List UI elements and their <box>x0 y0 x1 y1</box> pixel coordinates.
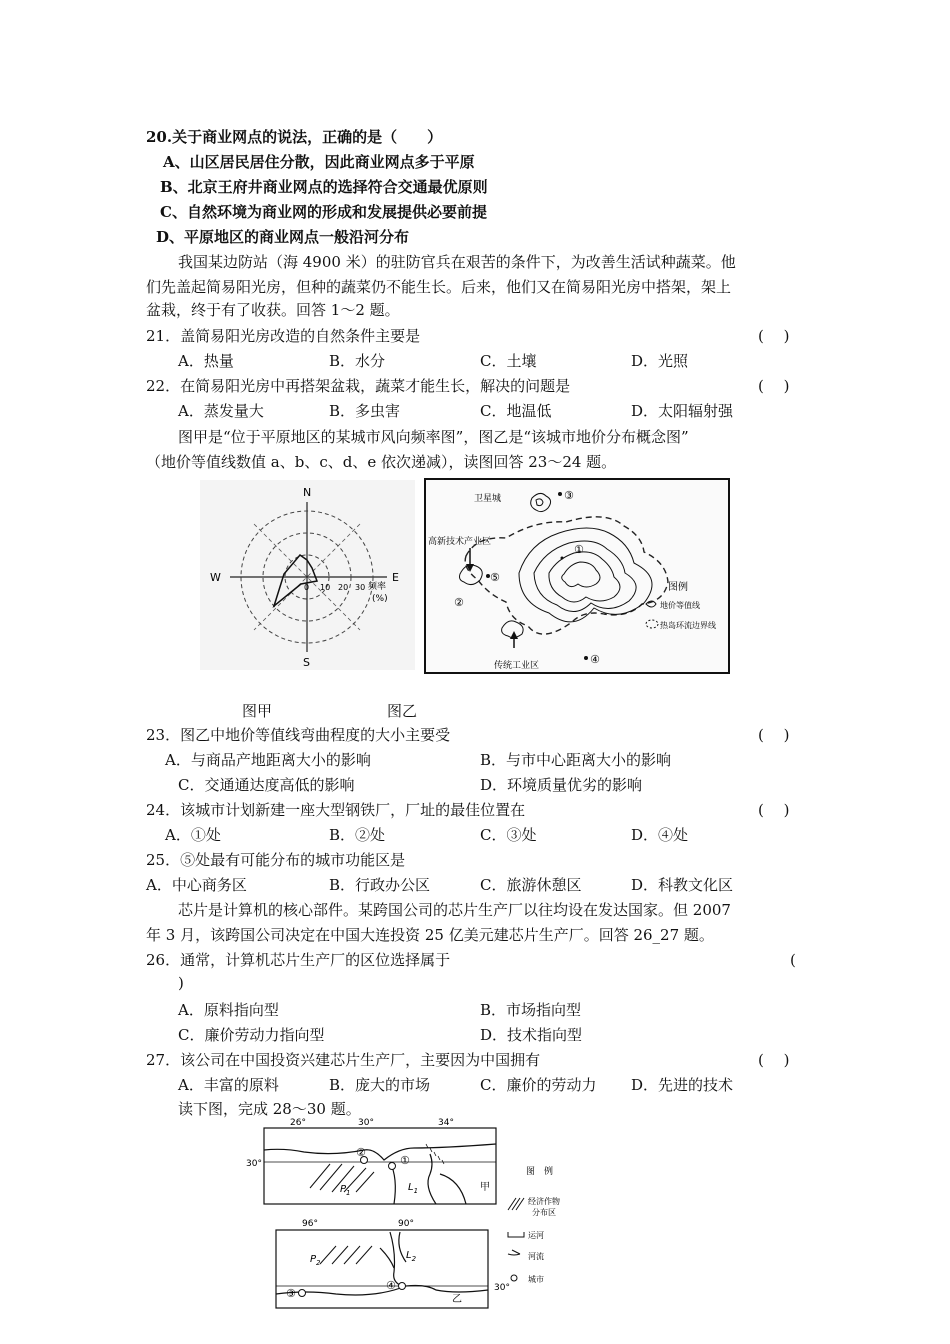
legend-crop-line1: 经济作物 <box>528 1197 560 1206</box>
frequency-label: 频率 <box>368 582 387 592</box>
q21-stem: 21．盖简易阳光房改造的自然条件主要是 <box>146 327 421 345</box>
q26-option-d: D．技术指向型 <box>480 1026 583 1044</box>
point-4: ④ <box>590 653 600 666</box>
q20-stem: 20.关于商业网点的说法，正确的是（ ） <box>146 128 443 146</box>
legend-canal: 运河 <box>528 1231 544 1240</box>
q26-stem: 26．通常，计算机芯片生产厂的区位选择属于 <box>146 951 451 969</box>
frequency-unit: (%) <box>372 594 388 604</box>
q24-answer-paren: ( ) <box>758 801 790 819</box>
wind-rose-figure <box>200 480 415 670</box>
q24-option-c: C．③处 <box>480 826 537 844</box>
q23-option-c: C．交通通达度高低的影响 <box>178 776 355 794</box>
q22-option-c: C．地温低 <box>480 402 552 420</box>
q20-option-b: B、北京王府井商业网点的选择符合交通最优原则 <box>160 178 488 196</box>
label-L1: $L_1$ <box>408 1182 419 1195</box>
lon-30: 30° <box>358 1118 374 1128</box>
label-P1: $P_1$ <box>340 1184 351 1197</box>
passage1-line1: 我国某边防站（海 4900 米）的驻防官兵在艰苦的条件下，为改善生活试种蔬菜。他 <box>178 253 736 271</box>
legend-heat-boundary: 热岛环流边界线 <box>660 621 716 630</box>
q26-option-b: B．市场指向型 <box>480 1001 582 1019</box>
q26-option-a: A．原料指向型 <box>178 1001 279 1019</box>
q25-option-d: D．科教文化区 <box>631 876 734 894</box>
passage1-line2: 们先盖起简易阳光房，但种的蔬菜仍不能生长。后来，他们又在简易阳光房中搭架，架上 <box>146 278 732 296</box>
q24-option-d: D．④处 <box>631 826 689 844</box>
high-tech-zone-label: 高新技术产业区 <box>428 537 492 547</box>
q22-stem: 22．在简易阳光房中再搭架盆栽，蔬菜才能生长，解决的问题是 <box>146 377 571 395</box>
passage2-line1: 图甲是“位于平原地区的某城市风向频率图”，图乙是“该城市地价分布概念图” <box>178 428 689 446</box>
city-2: ② <box>356 1146 366 1159</box>
passage4-line1: 读下图，完成 28～30 题。 <box>178 1100 361 1118</box>
lon-90: 90° <box>398 1219 414 1229</box>
label-P2: $P_2$ <box>310 1254 321 1267</box>
passage1-line3: 盆栽，终于有了收获。回答 1～2 题。 <box>146 301 400 319</box>
q20-option-c: C、自然环境为商业网的形成和发展提供必要前提 <box>160 203 487 221</box>
figure-b-caption: 图乙 <box>387 702 418 720</box>
q24-stem: 24．该城市计划新建一座大型钢铁厂，厂址的最佳位置在 <box>146 801 526 819</box>
lon-26: 26° <box>290 1118 306 1128</box>
q24-option-b: B．②处 <box>329 826 386 844</box>
q27-option-d: D．先进的技术 <box>631 1076 734 1094</box>
city-4: ④ <box>386 1279 396 1292</box>
satellite-town-label: 卫星城 <box>474 494 502 504</box>
q26-paren-close: ) <box>178 974 184 992</box>
legend-crop-line2: 分布区 <box>532 1208 556 1217</box>
west-label: W <box>210 571 221 584</box>
q27-option-a: A．丰富的原料 <box>178 1076 279 1094</box>
legend-isoline: 地价等值线 <box>660 601 700 610</box>
passage3-line1: 芯片是计算机的核心部件。某跨国公司的芯片生产厂以往均设在发达国家。但 2007 <box>178 901 731 919</box>
north-label: N <box>303 486 312 499</box>
map-figure <box>240 1114 620 1314</box>
lat-30-top: 30° <box>246 1159 262 1169</box>
legend-title: 图例 <box>668 582 688 593</box>
q21-option-c: C．土壤 <box>480 352 537 370</box>
q23-answer-paren: ( ) <box>758 726 790 744</box>
map-jia-label: 甲 <box>480 1182 490 1193</box>
q27-option-c: C．廉价的劳动力 <box>480 1076 597 1094</box>
q22-option-b: B．多虫害 <box>329 402 401 420</box>
legend-title-c: 图 例 <box>526 1167 554 1177</box>
passage2-line2: （地价等值线数值 a、b、c、d、e 依次递减），读图回答 23～24 题。 <box>146 453 617 471</box>
q26-option-c: C．廉价劳动力指向型 <box>178 1026 325 1044</box>
south-label: S <box>303 656 310 669</box>
q23-option-a: A．与商品产地距离大小的影响 <box>165 751 371 769</box>
q26-paren-open: ( <box>790 951 796 969</box>
tick-30: 30 <box>355 583 366 592</box>
tick-0: 0 <box>304 583 310 592</box>
tick-10: 10 <box>320 583 331 592</box>
point-1: ① <box>574 543 584 556</box>
q25-option-c: C．旅游休憩区 <box>480 876 582 894</box>
q27-answer-paren: ( ) <box>758 1051 790 1069</box>
q23-option-d: D．环境质量优劣的影响 <box>480 776 643 794</box>
q22-answer-paren: ( ) <box>758 377 790 395</box>
q21-option-a: A．热量 <box>178 352 234 370</box>
q25-stem: 25．⑤处最有可能分布的城市功能区是 <box>146 851 406 869</box>
q20-option-d: D、平原地区的商业网点一般沿河分布 <box>156 228 410 246</box>
map-yi-label: 乙 <box>452 1294 462 1305</box>
q22-option-d: D．太阳辐射强 <box>631 402 734 420</box>
point-2: ② <box>454 596 464 609</box>
q21-answer-paren: ( ) <box>758 327 790 345</box>
q25-option-b: B．行政办公区 <box>329 876 431 894</box>
point-3: ③ <box>564 489 574 502</box>
passage3-line2: 年 3 月，该跨国公司决定在中国大连投资 25 亿美元建芯片生产厂。回答 26_27 题。 <box>146 926 714 944</box>
city-1: ① <box>400 1154 410 1167</box>
q21-option-d: D．光照 <box>631 352 689 370</box>
legend-river: 河流 <box>528 1252 544 1261</box>
lon-34: 34° <box>438 1118 454 1128</box>
figure-a-caption: 图甲 <box>242 702 273 720</box>
city-3: ③ <box>286 1287 296 1300</box>
tick-20: 20 <box>338 583 349 592</box>
traditional-industry-label: 传统工业区 <box>494 661 540 671</box>
land-value-figure <box>424 478 730 674</box>
east-label: E <box>392 571 399 584</box>
q20-option-a: A、山区居民居住分散，因此商业网点多于平原 <box>163 153 475 171</box>
q21-option-b: B．水分 <box>329 352 386 370</box>
q23-option-b: B．与市中心距离大小的影响 <box>480 751 672 769</box>
q22-option-a: A．蒸发量大 <box>178 402 264 420</box>
legend-city: 城市 <box>528 1275 544 1284</box>
lat-30-bottom: 30° <box>494 1283 510 1293</box>
q25-option-a: A．中心商务区 <box>146 876 247 894</box>
q23-stem: 23．图乙中地价等值线弯曲程度的大小主要受 <box>146 726 451 744</box>
q24-option-a: A．①处 <box>165 826 221 844</box>
q27-stem: 27．该公司在中国投资兴建芯片生产厂，主要因为中国拥有 <box>146 1051 541 1069</box>
label-L2: $L_2$ <box>406 1250 417 1263</box>
lon-96: 96° <box>302 1219 318 1229</box>
q27-option-b: B．庞大的市场 <box>329 1076 431 1094</box>
point-5: ⑤ <box>490 571 500 584</box>
